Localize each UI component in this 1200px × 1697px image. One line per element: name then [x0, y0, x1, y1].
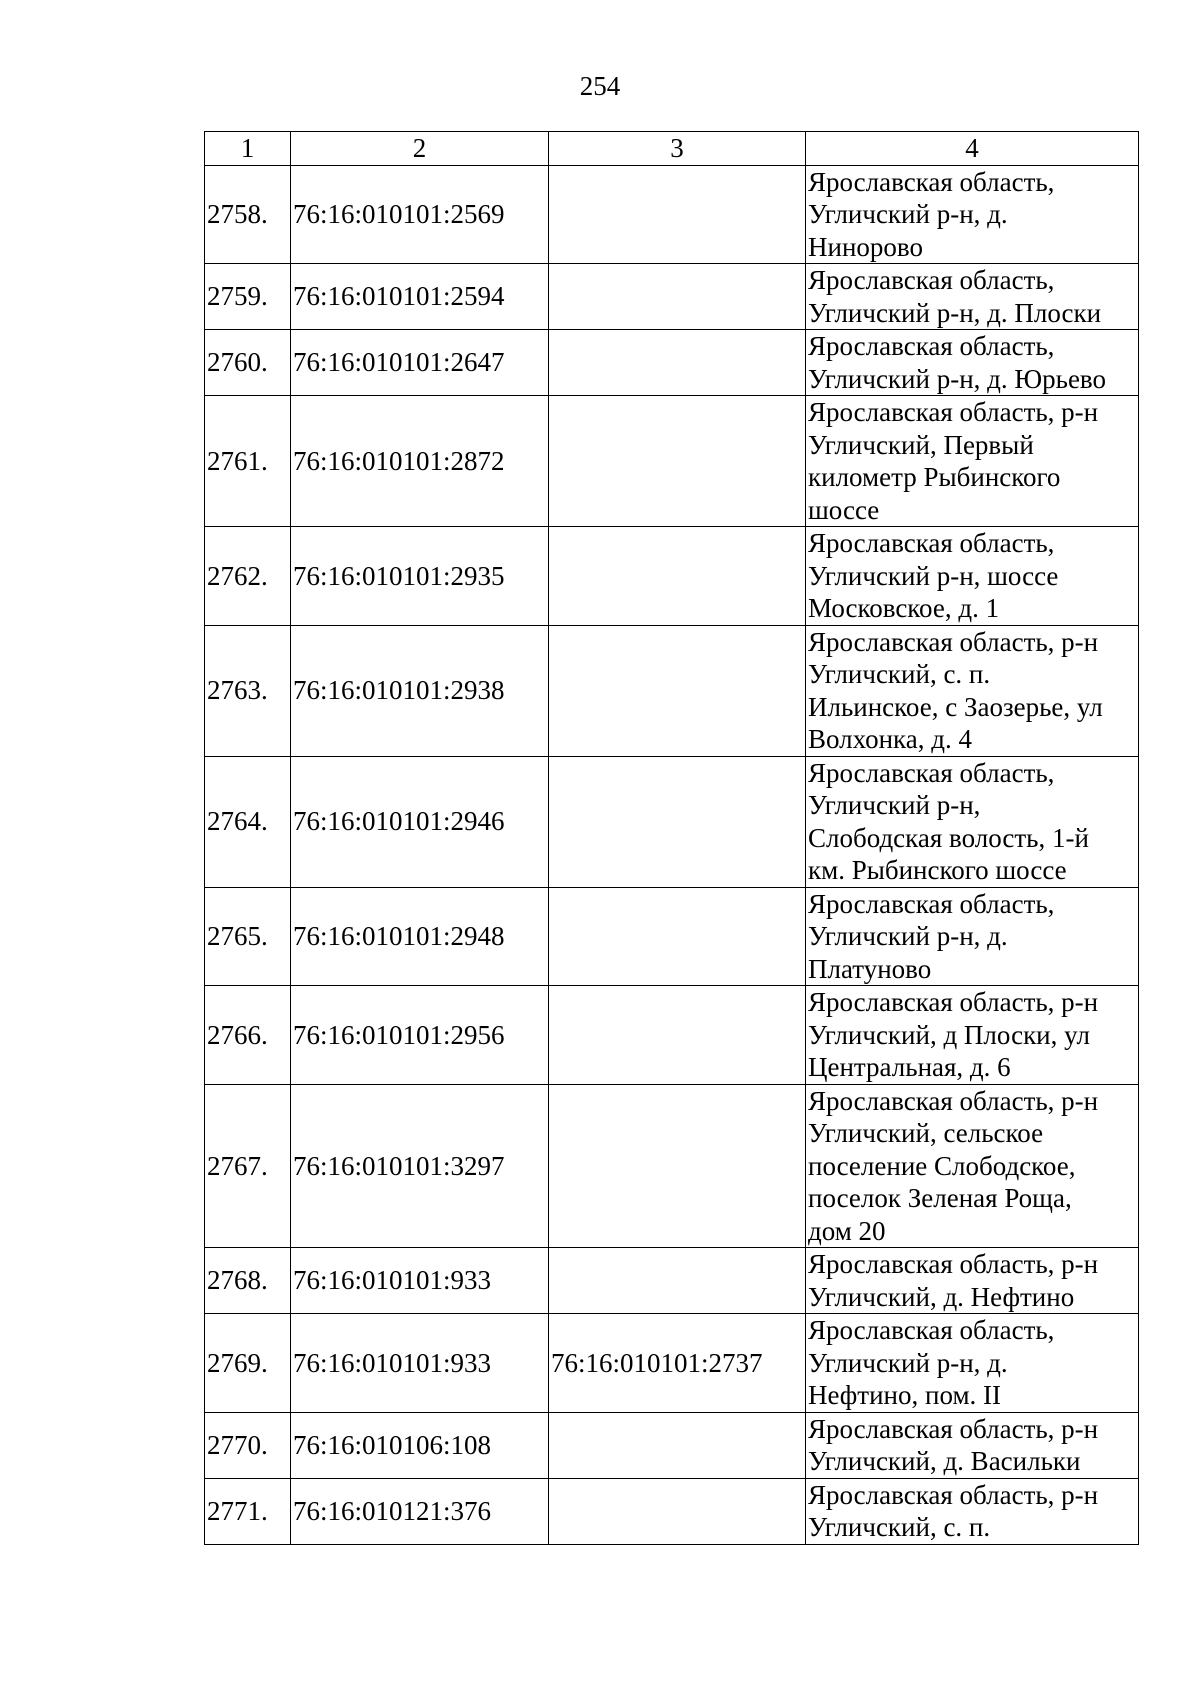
address: Ярославская область, Угличский р-н, шоссе Московское, д. 1: [806, 527, 1139, 626]
related-cadastral-number: 76:16:010101:2737: [549, 1314, 806, 1413]
row-number: 2771.: [205, 1478, 291, 1544]
row-number: 2760.: [205, 330, 291, 396]
address: Ярославская область, Угличский р-н, д. Нинорово: [806, 165, 1139, 264]
cadastral-number: 76:16:010101:2569: [291, 165, 549, 264]
address: Ярославская область, Угличский р-н, д. Платуново: [806, 887, 1139, 986]
address: Ярославская область, р-н Угличский, д. Васильки: [806, 1412, 1139, 1478]
related-cadastral-number: [549, 527, 806, 626]
cadastral-number: 76:16:010101:933: [291, 1248, 549, 1314]
row-number: 2761.: [205, 396, 291, 527]
table-row: [205, 1412, 1139, 1478]
table-row: [205, 396, 1139, 527]
related-cadastral-number: [549, 1248, 806, 1314]
header-row: [205, 132, 1139, 166]
related-cadastral-number: [549, 756, 806, 887]
address: Ярославская область, р-н Угличский, д. Нефтино: [806, 1248, 1139, 1314]
table-row: [205, 165, 1139, 264]
related-cadastral-number: [549, 1084, 806, 1248]
table-row: [205, 527, 1139, 626]
address: Ярославская область, р-н Угличский, с. п. Ильинское, с Заозерье, ул Волхонка, д. 4: [806, 625, 1139, 756]
column-header-2: 2: [291, 132, 549, 166]
cadastral-number: 76:16:010101:2956: [291, 986, 549, 1085]
cadastral-number: 76:16:010101:3297: [291, 1084, 549, 1248]
address: Ярославская область, Угличский р-н, д. Плоски: [806, 264, 1139, 330]
related-cadastral-number: [549, 887, 806, 986]
row-number: 2759.: [205, 264, 291, 330]
row-number: 2764.: [205, 756, 291, 887]
row-number: 2758.: [205, 165, 291, 264]
row-number: 2763.: [205, 625, 291, 756]
row-number: 2762.: [205, 527, 291, 626]
column-header-1: 1: [205, 132, 291, 166]
address: Ярославская область, р-н Угличский, сельское поселение Слободское, поселок Зеленая Роща, дом 20: [806, 1084, 1139, 1248]
related-cadastral-number: [549, 165, 806, 264]
cadastral-number: 76:16:010101:2935: [291, 527, 549, 626]
table-row: [205, 264, 1139, 330]
table-row: [205, 1314, 1139, 1413]
related-cadastral-number: [549, 330, 806, 396]
table-row: [205, 1248, 1139, 1314]
address: Ярославская область, р-н Угличский, с. п.: [806, 1478, 1139, 1544]
cadastral-number: 76:16:010101:2872: [291, 396, 549, 527]
table-row: [205, 887, 1139, 986]
related-cadastral-number: [549, 625, 806, 756]
cadastral-number: 76:16:010101:933: [291, 1314, 549, 1413]
address: Ярославская область, р-н Угличский, Первый километр Рыбинского шоссе: [806, 396, 1139, 527]
register-table: [204, 131, 1139, 1545]
address: Ярославская область, Угличский р-н, д. Юрьево: [806, 330, 1139, 396]
table-row: [205, 625, 1139, 756]
cadastral-number: 76:16:010101:2948: [291, 887, 549, 986]
cadastral-number: 76:16:010121:376: [291, 1478, 549, 1544]
row-number: 2768.: [205, 1248, 291, 1314]
related-cadastral-number: [549, 1478, 806, 1544]
table-row: [205, 1084, 1139, 1248]
cadastral-number: 76:16:010101:2594: [291, 264, 549, 330]
cadastral-number: 76:16:010101:2946: [291, 756, 549, 887]
table-row: [205, 986, 1139, 1085]
column-header-3: 3: [549, 132, 806, 166]
page-number: 254: [579, 71, 621, 101]
table-row: [205, 330, 1139, 396]
row-number: 2767.: [205, 1084, 291, 1248]
related-cadastral-number: [549, 986, 806, 1085]
row-number: 2770.: [205, 1412, 291, 1478]
related-cadastral-number: [549, 396, 806, 527]
table-row: [205, 1478, 1139, 1544]
row-number: 2765.: [205, 887, 291, 986]
cadastral-number: 76:16:010101:2647: [291, 330, 549, 396]
address: Ярославская область, Угличский р-н, Слободская волость, 1-й км. Рыбинского шоссе: [806, 756, 1139, 887]
related-cadastral-number: [549, 264, 806, 330]
cadastral-number: 76:16:010106:108: [291, 1412, 549, 1478]
cadastral-number: 76:16:010101:2938: [291, 625, 549, 756]
column-header-4: 4: [806, 132, 1139, 166]
related-cadastral-number: [549, 1412, 806, 1478]
address: Ярославская область, Угличский р-н, д. Нефтино, пом. II: [806, 1314, 1139, 1413]
address: Ярославская область, р-н Угличский, д Плоски, ул Центральная, д. 6: [806, 986, 1139, 1085]
table-row: [205, 756, 1139, 887]
row-number: 2769.: [205, 1314, 291, 1413]
row-number: 2766.: [205, 986, 291, 1085]
